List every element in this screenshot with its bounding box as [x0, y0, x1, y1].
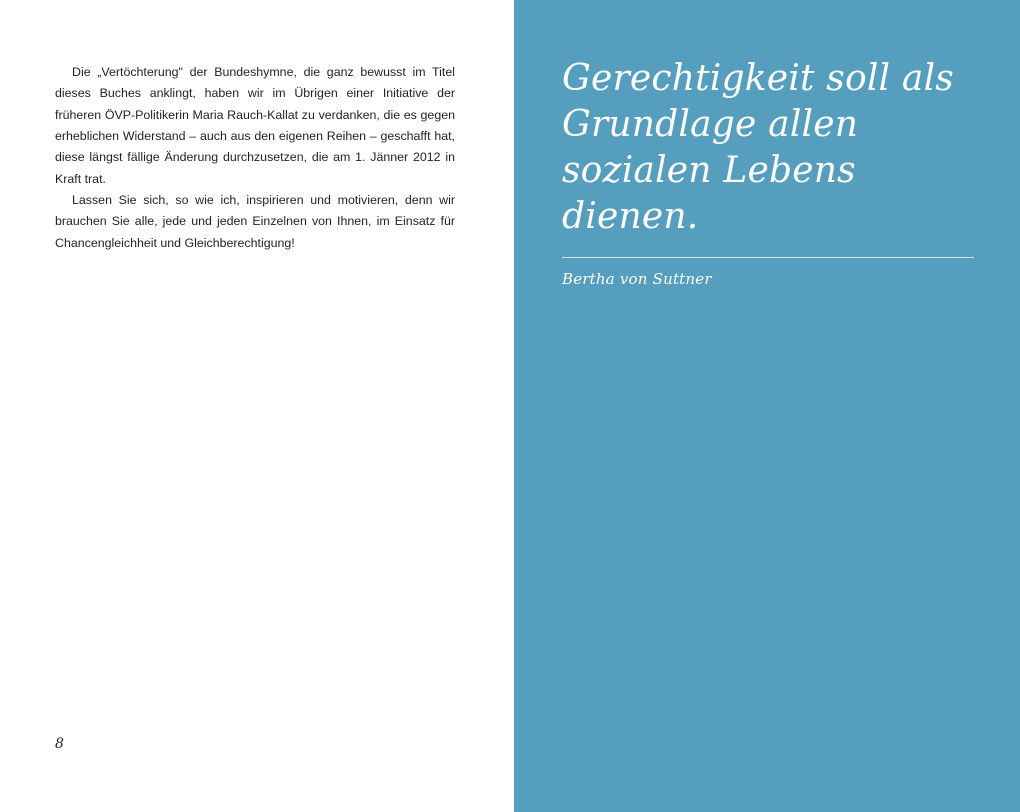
- page-number: 8: [55, 736, 64, 752]
- body-text-block: [55, 62, 455, 254]
- paragraph-1: Die „Vertöchterung" der Bundeshymne, die ganz bewusst im Titel dieses Buches anklingt, haben wir im Übrigen einer Initiative der früheren ÖVP-Politikerin Maria Rauch-Kallat zu verdanken, die es gegen erheblichen Widerstand – auch aus den eigenen Reihen – geschafft hat, diese längst fällige Änderung durchzusetzen, die am 1. Jänner 2012 in Kraft trat.: [55, 65, 455, 186]
- quote-attribution: Bertha von Suttner: [562, 270, 712, 288]
- paragraph-2: Lassen Sie sich, so wie ich, inspirieren und motivieren, denn wir brauchen Sie alle, jede und jeden Einzelnen von Ihnen, im Einsatz für Chancengleichheit und Gleichberechtigung!: [55, 192, 455, 250]
- right-page-quote-panel: [514, 0, 1020, 812]
- pull-quote: Gerechtigkeit soll als Grundlage allen sozialen Lebens dienen.: [562, 58, 954, 238]
- quote-divider: [562, 257, 974, 258]
